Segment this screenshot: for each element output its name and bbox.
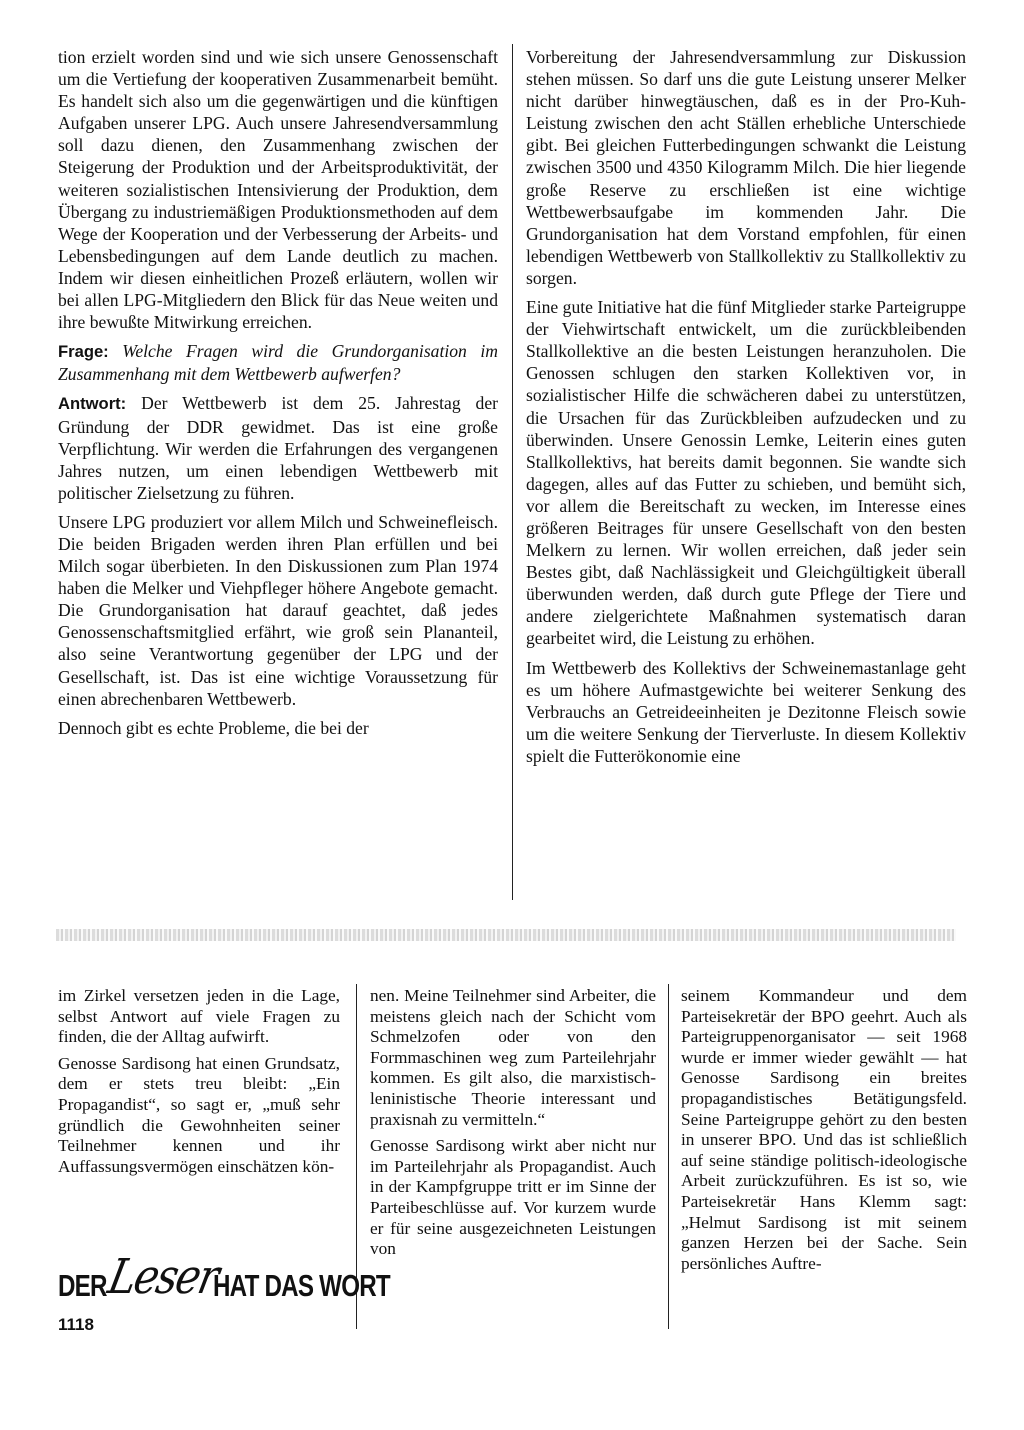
logo-text-der: DER: [58, 1268, 107, 1303]
answer-label: Antwort:: [58, 394, 127, 414]
question-label: Frage:: [58, 342, 109, 362]
answer-text: Der Wettbewerb ist dem 25. Jahrestag der Gründung der DDR gewidmet. Das ist eine große Verpflichtung. Wir werden die Erfahrungen des vergangenen Jahres nutzen, um einen lebendigen Wettbewerb mit politischer Zielsetzung zu führen.: [58, 393, 498, 503]
article-column-left: [58, 46, 498, 739]
letter-column-3: [681, 986, 967, 1280]
article-column-right: [526, 46, 966, 767]
paragraph: Dennoch gibt es echte Probleme, die bei der: [58, 717, 369, 738]
paragraph: im Zirkel versetzen jeden in die Lage, selbst Antwort auf viele Fragen zu finden, die der Alltag aufwirft.: [58, 986, 340, 1047]
paragraph: nen. Meine Teilnehmer sind Arbeiter, die meistens gleich nach der Schicht vom Schmelzofen oder von den Formmaschinen weg zum Parteilehrjahr kommen. Es gilt also, die marxistisch-leninistische Theorie interessant und praxisnah zu vermitteln.“: [370, 986, 656, 1129]
question: [58, 340, 498, 385]
answer: [58, 392, 498, 503]
question-text: Welche Fragen wird die Grundorganisation im Zusammenhang mit dem Wettbewerb aufwerfen?: [58, 341, 498, 385]
column-divider: [512, 44, 513, 900]
column-divider: [668, 984, 669, 1329]
section-logo: [58, 1243, 390, 1305]
paragraph: Vorbereitung der Jahresendversammlung zur Diskussion stehen müssen. So darf uns die gute Leistung unserer Melker nicht darüber hinwegtäuschen, daß es in der Pro-Kuh-Leistung zwischen den acht Ställen erhebliche Unterschiede gibt. Bei gleichen Futterbedingungen schwankt die Leistung zwischen 3500 und 4350 Kilogramm Milch. Die hier liegende große Reserve zu erschließen ist eine wichtige Wettbewerbsaufgabe im kommenden Jahr. Die Grundorganisation hat dem Vorstand empfohlen, für einen lebendigen Wettbewerb von Stallkollektiv zu Stallkollektiv zu sorgen.: [526, 47, 966, 288]
paragraph: Genosse Sardisong hat einen Grundsatz, dem er stets treu bleibt: „Ein Propagandist“, so sagt er, „muß sehr gründlich die Gewohnheiten seiner Teilnehmer kennen und ihr Auffassungsvermögen einschätzen kön-: [58, 1053, 340, 1176]
paragraph: Unsere LPG produziert vor allem Milch und Schweinefleisch. Die beiden Brigaden werden ihren Plan erfüllen und bei Milch sogar überbieten. In den Diskussionen zum Plan 1974 haben die Melker und Viehpfleger höhere Angebote gemacht. Die Grundorganisation hat darauf geachtet, daß jedes Genossenschaftsmitglied erfährt, wie groß sein Plananteil, also seine Verantwortung gegenüber der LPG und der Gesellschaft, ist. Das ist eine wichtige Voraussetzung für einen abrechenbaren Wettbewerb.: [58, 511, 498, 709]
paragraph: seinem Kommandeur und dem Parteisekretär der BPO geehrt. Auch als Parteigruppenorganisator — seit 1968 wurde er immer wieder gewählt — hat Genosse Sardisong ein breites propagandistisches Betätigungsfeld. Seine Parteigruppe gehört zu den besten in unserer BPO. Und das ist schließlich auf seine ständige politisch-ideologische Arbeit zurückzuführen. Es ist so, wie Parteisekretär Hans Klemm sagt: „Helmut Sardisong ist mit seinem ganzen Herzen bei der Sache. Sein persönliches Auftre-: [681, 986, 967, 1273]
paragraph: Genosse Sardisong wirkt aber nicht nur im Parteilehrjahr als Propagandist. Auch in der Kampfgruppe tritt er im Sinne der Parteibeschlüsse auf. Vor kurzem wurde er für seine ausgezeichneten Leistungen von: [370, 1136, 656, 1259]
logo-script-leser: Leser: [103, 1249, 224, 1305]
page-number: 1118: [58, 1315, 94, 1334]
letter-column-1: [58, 986, 340, 1183]
logo-text-hat-das-wort: HAT DAS WORT: [212, 1268, 390, 1303]
section-separator: [56, 929, 956, 941]
letter-column-2: [370, 986, 656, 1266]
paragraph: Eine gute Initiative hat die fünf Mitglieder starke Parteigruppe der Viehwirtschaft entwickelt, um die zurückbleibenden Stallkollektive an die besten Leistungen heranzuholen. Die Genossen schlugen den starken Kollektiven vor, in sozialistischer Hilfe die schwächeren dabei zu unterstützen, die Ursachen für das Zurückbleiben aufzudecken und zu überwinden. Unsere Genossin Lemke, Leiterin eines guten Stallkollektivs, hat bereits damit begonnen. Sie wandte sich dagegen, alles auf das Futter zu schieben, und bemüht sich, vor allem die Bereitschaft zu wecken, im Interesse eines größeren Beitrages für unsere Gesellschaft von den besten Melkern zu lernen. Wir wollen erreichen, daß jeder sein Bestes gibt, daß Nachlässigkeit und Gleichgültigkeit überall überwunden werden, daß durch gute Pflege der Tiere und andere zielgerichtete Maßnahmen systematisch daran gearbeitet wird, die Leistung zu erhöhen.: [526, 297, 966, 649]
paragraph: tion erzielt worden sind und wie sich unsere Genossenschaft um die Vertiefung der kooperativen Zusammenarbeit bemüht. Es handelt sich also um die gegenwärtigen und die künftigen Aufgaben unserer LPG. Auch unsere Jahresendversammlung soll dazu dienen, den Zusammenhang zwischen der Steigerung der Produktion und der Arbeitsproduktivität, der weiteren sozialistischen Intensivierung der Produktion, dem Übergang zu industriemäßigen Produktionsmethoden auf dem Wege der Kooperation und der Verbesserung der Arbeits- und Lebensbedingungen auf dem Lande deutlich zu machen. Indem wir diesen einheitlichen Prozeß erläutern, wollen wir bei allen LPG-Mitgliedern den Blick für das Neue weiten und ihre bewußte Mitwirkung erreichen.: [58, 47, 498, 333]
paragraph: Im Wettbewerb des Kollektivs der Schweinemastanlage geht es um höhere Aufmastgewichte bei weiterer Senkung des Verbrauchs an Getreideeinheiten je Dezitonne Fleisch sowie um die weitere Senkung der Tierverluste. In diesem Kollektiv spielt die Futterökonomie eine: [526, 657, 966, 766]
